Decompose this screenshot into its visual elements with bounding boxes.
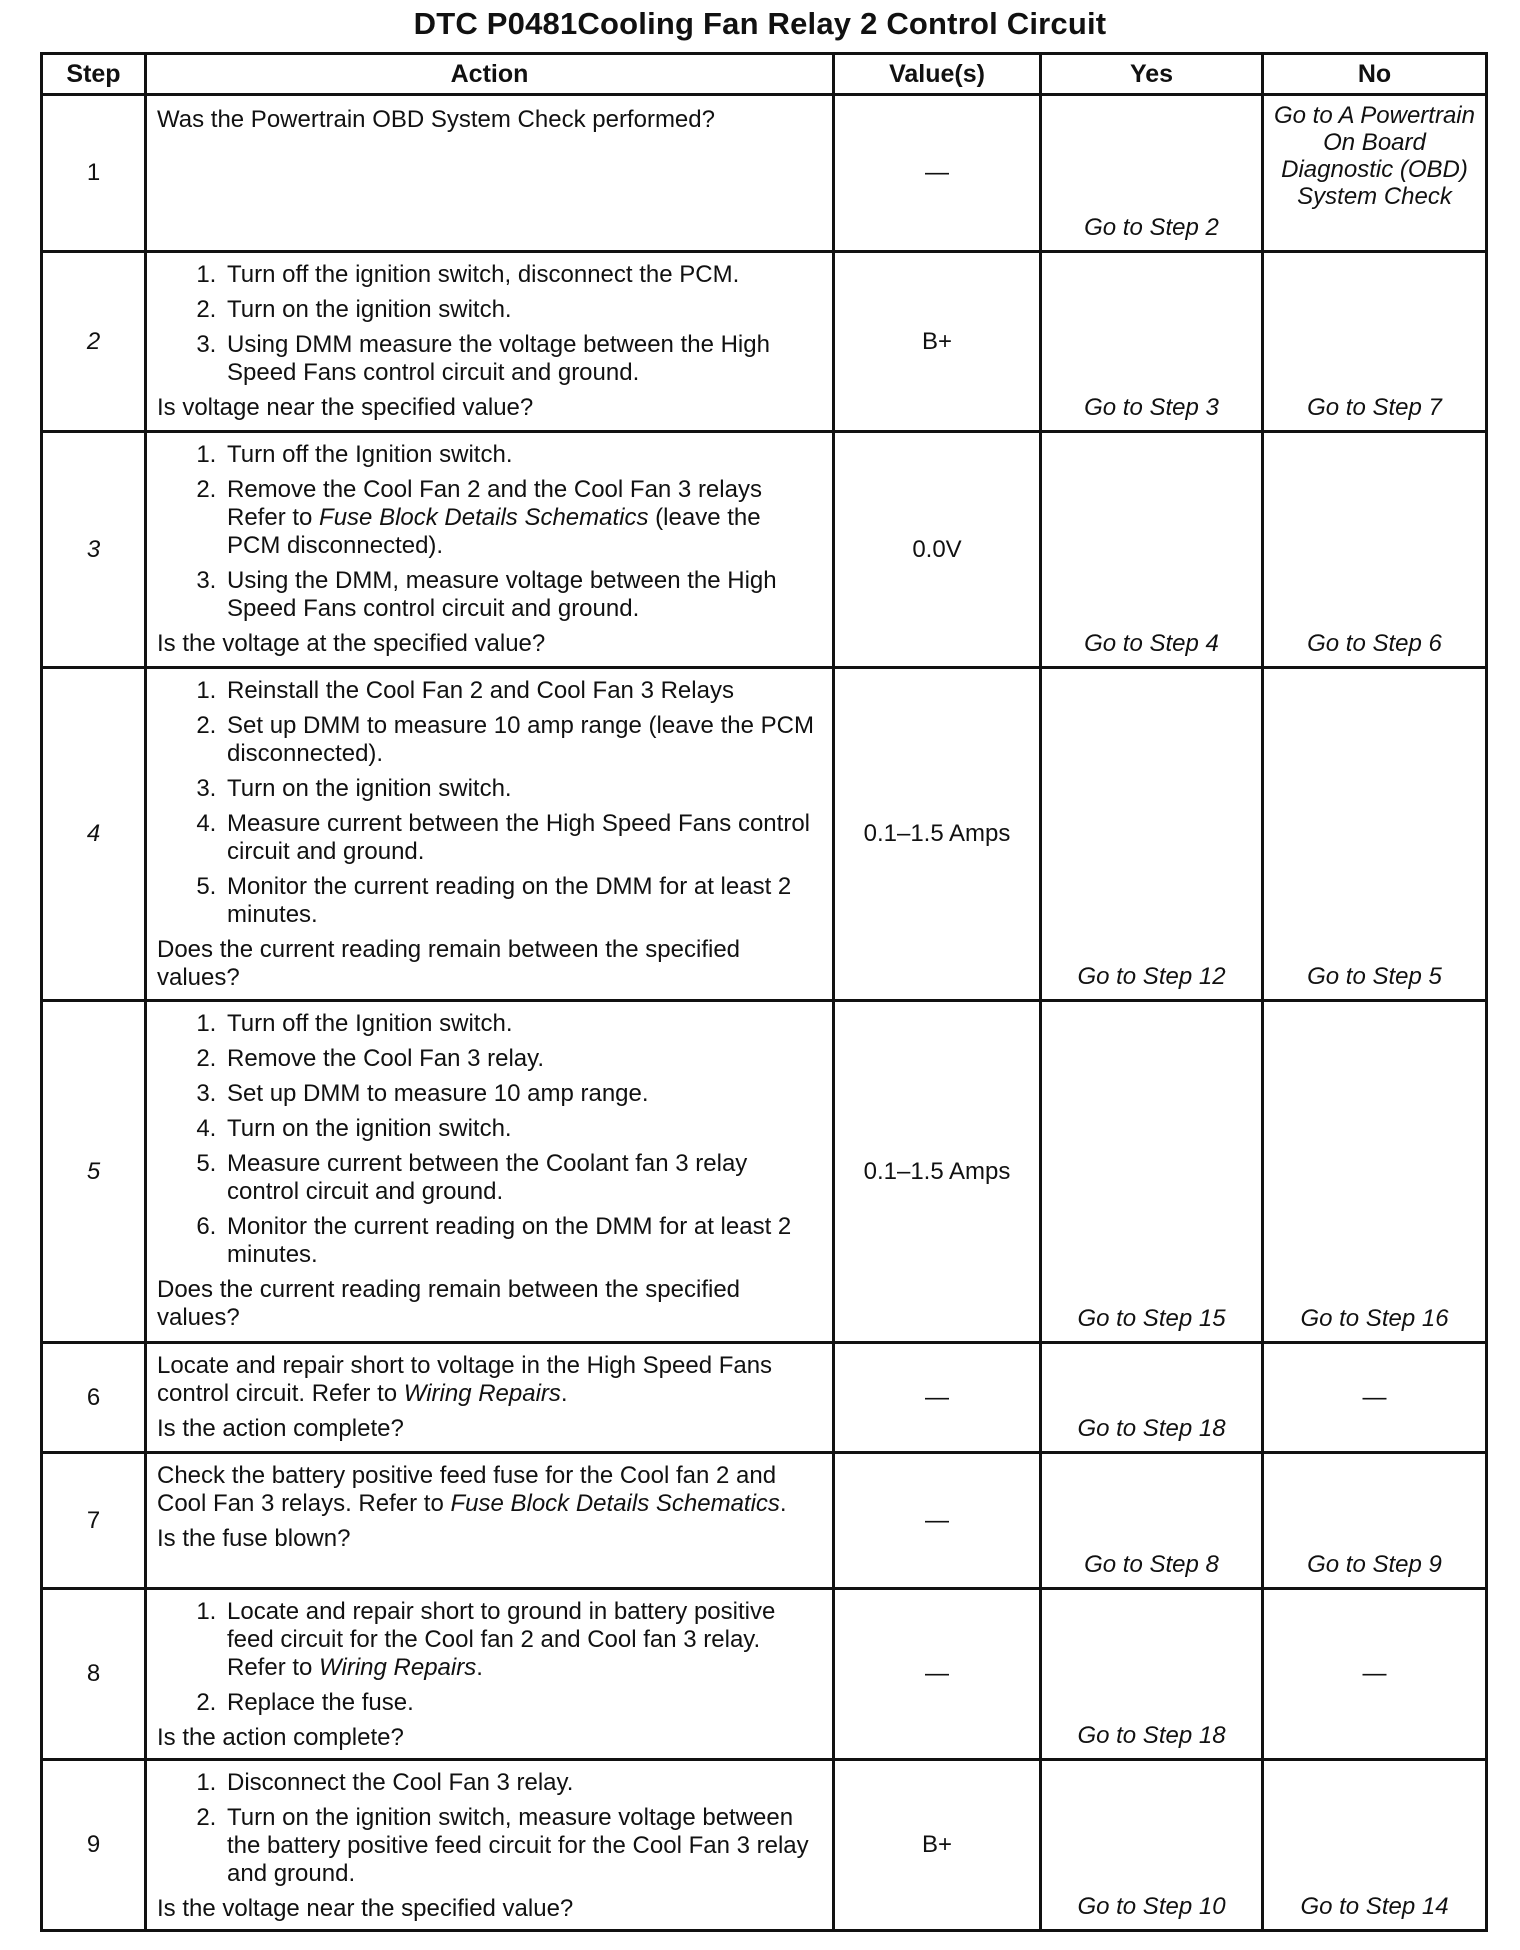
- action-step: 2. Turn on the ignition switch.: [223, 296, 820, 324]
- value-cell: B+: [834, 1760, 1041, 1931]
- yes-cell: Go to Step 18: [1041, 1343, 1263, 1453]
- action-step: 1. Turn off the Ignition switch.: [223, 1010, 820, 1038]
- action-step: 3. Set up DMM to measure 10 amp range.: [223, 1080, 820, 1108]
- action-paragraph: [157, 1462, 820, 1518]
- table-row: [42, 1760, 1487, 1931]
- table-header-row: [42, 54, 1487, 95]
- action-step-text: Locate and repair short to ground in battery positive feed circuit for the Cool fan 2 and Cool fan 3 relay. Refer to: [227, 1598, 776, 1681]
- value-cell: —: [834, 1453, 1041, 1589]
- action-step: 5. Measure current between the Coolant fan 3 relay control circuit and ground.: [223, 1150, 820, 1206]
- action-step: [223, 1598, 820, 1682]
- action-cell: [146, 95, 834, 252]
- no-cell: —: [1263, 1589, 1487, 1760]
- action-step: 2. Turn on the ignition switch, measure voltage between the battery positive feed circuit for the Cool Fan 3 relay and ground.: [223, 1804, 820, 1888]
- action-step: 1. Turn off the Ignition switch.: [223, 441, 820, 469]
- action-question: Is the action complete?: [157, 1415, 404, 1442]
- table-row: [42, 432, 1487, 668]
- action-question: Is the voltage at the specified value?: [157, 630, 546, 657]
- step-number: 7: [42, 1453, 146, 1589]
- table-row: [42, 252, 1487, 432]
- value-cell: 0.0V: [834, 432, 1041, 668]
- step-number: 6: [42, 1343, 146, 1453]
- yes-cell: Go to Step 10: [1041, 1760, 1263, 1931]
- action-text: .: [560, 1380, 568, 1407]
- action-step-text: Remove the Cool Fan 2 and the Cool Fan 3 relays Refer to: [227, 476, 762, 531]
- action-step: 1. Turn off the ignition switch, disconnect the PCM.: [223, 261, 820, 289]
- diagnostic-table: [40, 52, 1488, 1932]
- step-number: 8: [42, 1589, 146, 1760]
- schematic-reference: Fuse Block Details Schematics: [319, 504, 649, 531]
- table-row: [42, 1001, 1487, 1343]
- yes-cell: Go to Step 15: [1041, 1001, 1263, 1343]
- step-number: 2: [42, 252, 146, 432]
- schematic-reference: Fuse Block Details Schematics: [450, 1490, 780, 1517]
- action-step: [223, 476, 820, 560]
- step-number: 4: [42, 668, 146, 1001]
- no-cell: —: [1263, 1343, 1487, 1453]
- yes-cell: Go to Step 12: [1041, 668, 1263, 1001]
- no-cell-prefix: Go to: [1274, 102, 1339, 129]
- yes-cell: Go to Step 18: [1041, 1589, 1263, 1760]
- wiring-reference: Wiring Repairs: [319, 1654, 477, 1681]
- value-cell: 0.1–1.5 Amps: [834, 1001, 1041, 1343]
- action-cell: [146, 432, 834, 668]
- action-steps: [157, 1010, 820, 1269]
- action-step: 3. Turn on the ignition switch.: [223, 775, 820, 803]
- value-cell: 0.1–1.5 Amps: [834, 668, 1041, 1001]
- value-cell: —: [834, 95, 1041, 252]
- step-number: 1: [42, 95, 146, 252]
- action-text: Check the battery positive feed fuse for the Cool fan 2 and Cool Fan 3 relays. Refer to: [157, 1462, 777, 1517]
- yes-cell: Go to Step 4: [1041, 432, 1263, 668]
- no-cell: Go to Step 16: [1263, 1001, 1487, 1343]
- action-paragraph: [157, 1352, 820, 1408]
- col-header-step: Step: [42, 54, 146, 95]
- col-header-action: Action: [146, 54, 834, 95]
- wiring-reference: Wiring Repairs: [403, 1380, 561, 1407]
- action-step: 2. Remove the Cool Fan 3 relay.: [223, 1045, 820, 1073]
- action-steps: [157, 677, 820, 929]
- action-question: Does the current reading remain between the specified values?: [157, 936, 741, 991]
- value-cell: —: [834, 1589, 1041, 1760]
- no-cell-reference: A Powertrain On Board Diagnostic (OBD) System Check: [1281, 102, 1475, 210]
- action-step: 1. Disconnect the Cool Fan 3 relay.: [223, 1769, 820, 1797]
- table-row: [42, 95, 1487, 252]
- col-header-yes: Yes: [1041, 54, 1263, 95]
- action-step: 5. Monitor the current reading on the DMM for at least 2 minutes.: [223, 873, 820, 929]
- action-cell: [146, 1343, 834, 1453]
- action-step: 3. Using the DMM, measure voltage between the High Speed Fans control circuit and ground.: [223, 567, 820, 623]
- yes-cell: Go to Step 2: [1041, 95, 1263, 252]
- action-step: 2. Replace the fuse.: [223, 1689, 820, 1717]
- col-header-values: Value(s): [834, 54, 1041, 95]
- action-step: 1. Reinstall the Cool Fan 2 and Cool Fan 3 Relays: [223, 677, 820, 705]
- table-row: [42, 1589, 1487, 1760]
- no-cell: Go to Step 7: [1263, 252, 1487, 432]
- action-steps: [157, 1769, 820, 1888]
- action-cell: [146, 668, 834, 1001]
- step-number: 3: [42, 432, 146, 668]
- table-row: [42, 1453, 1487, 1589]
- action-step-text: .: [476, 1654, 483, 1681]
- action-cell: [146, 252, 834, 432]
- step-number: 9: [42, 1760, 146, 1931]
- yes-cell: Go to Step 3: [1041, 252, 1263, 432]
- no-cell: Go to Step 6: [1263, 432, 1487, 668]
- table-row: [42, 1343, 1487, 1453]
- action-steps: [157, 261, 820, 387]
- action-step: 3. Using DMM measure the voltage between the High Speed Fans control circuit and ground.: [223, 331, 820, 387]
- action-question: Was the Powertrain OBD System Check performed?: [157, 106, 715, 133]
- action-step: 6. Monitor the current reading on the DMM for at least 2 minutes.: [223, 1213, 820, 1269]
- yes-cell: Go to Step 8: [1041, 1453, 1263, 1589]
- action-question: Does the current reading remain between the specified values?: [157, 1276, 741, 1331]
- action-step: 2. Set up DMM to measure 10 amp range (leave the PCM disconnected).: [223, 712, 820, 768]
- action-text: Locate and repair short to voltage in the High Speed Fans control circuit. Refer to: [157, 1352, 773, 1407]
- page-title: DTC P0481Cooling Fan Relay 2 Control Circuit: [413, 6, 1107, 41]
- action-question: Is voltage near the specified value?: [157, 394, 534, 421]
- action-steps: [157, 441, 820, 623]
- col-header-no: No: [1263, 54, 1487, 95]
- table-row: [42, 668, 1487, 1001]
- action-text: .: [779, 1490, 787, 1517]
- no-cell: [1263, 95, 1487, 252]
- action-step: 4. Measure current between the High Speed Fans control circuit and ground.: [223, 810, 820, 866]
- no-cell: Go to Step 5: [1263, 668, 1487, 1001]
- action-question: Is the fuse blown?: [157, 1525, 351, 1552]
- value-cell: —: [834, 1343, 1041, 1453]
- action-step: 4. Turn on the ignition switch.: [223, 1115, 820, 1143]
- action-question: Is the voltage near the specified value?: [157, 1895, 574, 1922]
- no-cell: Go to Step 14: [1263, 1760, 1487, 1931]
- action-steps: [157, 1598, 820, 1717]
- action-question: Is the action complete?: [157, 1724, 404, 1751]
- step-number: 5: [42, 1001, 146, 1343]
- action-cell: [146, 1589, 834, 1760]
- action-step-text: (leave the PCM disconnected).: [227, 504, 761, 559]
- action-cell: [146, 1453, 834, 1589]
- action-cell: [146, 1760, 834, 1931]
- no-cell: Go to Step 9: [1263, 1453, 1487, 1589]
- value-cell: B+: [834, 252, 1041, 432]
- action-cell: [146, 1001, 834, 1343]
